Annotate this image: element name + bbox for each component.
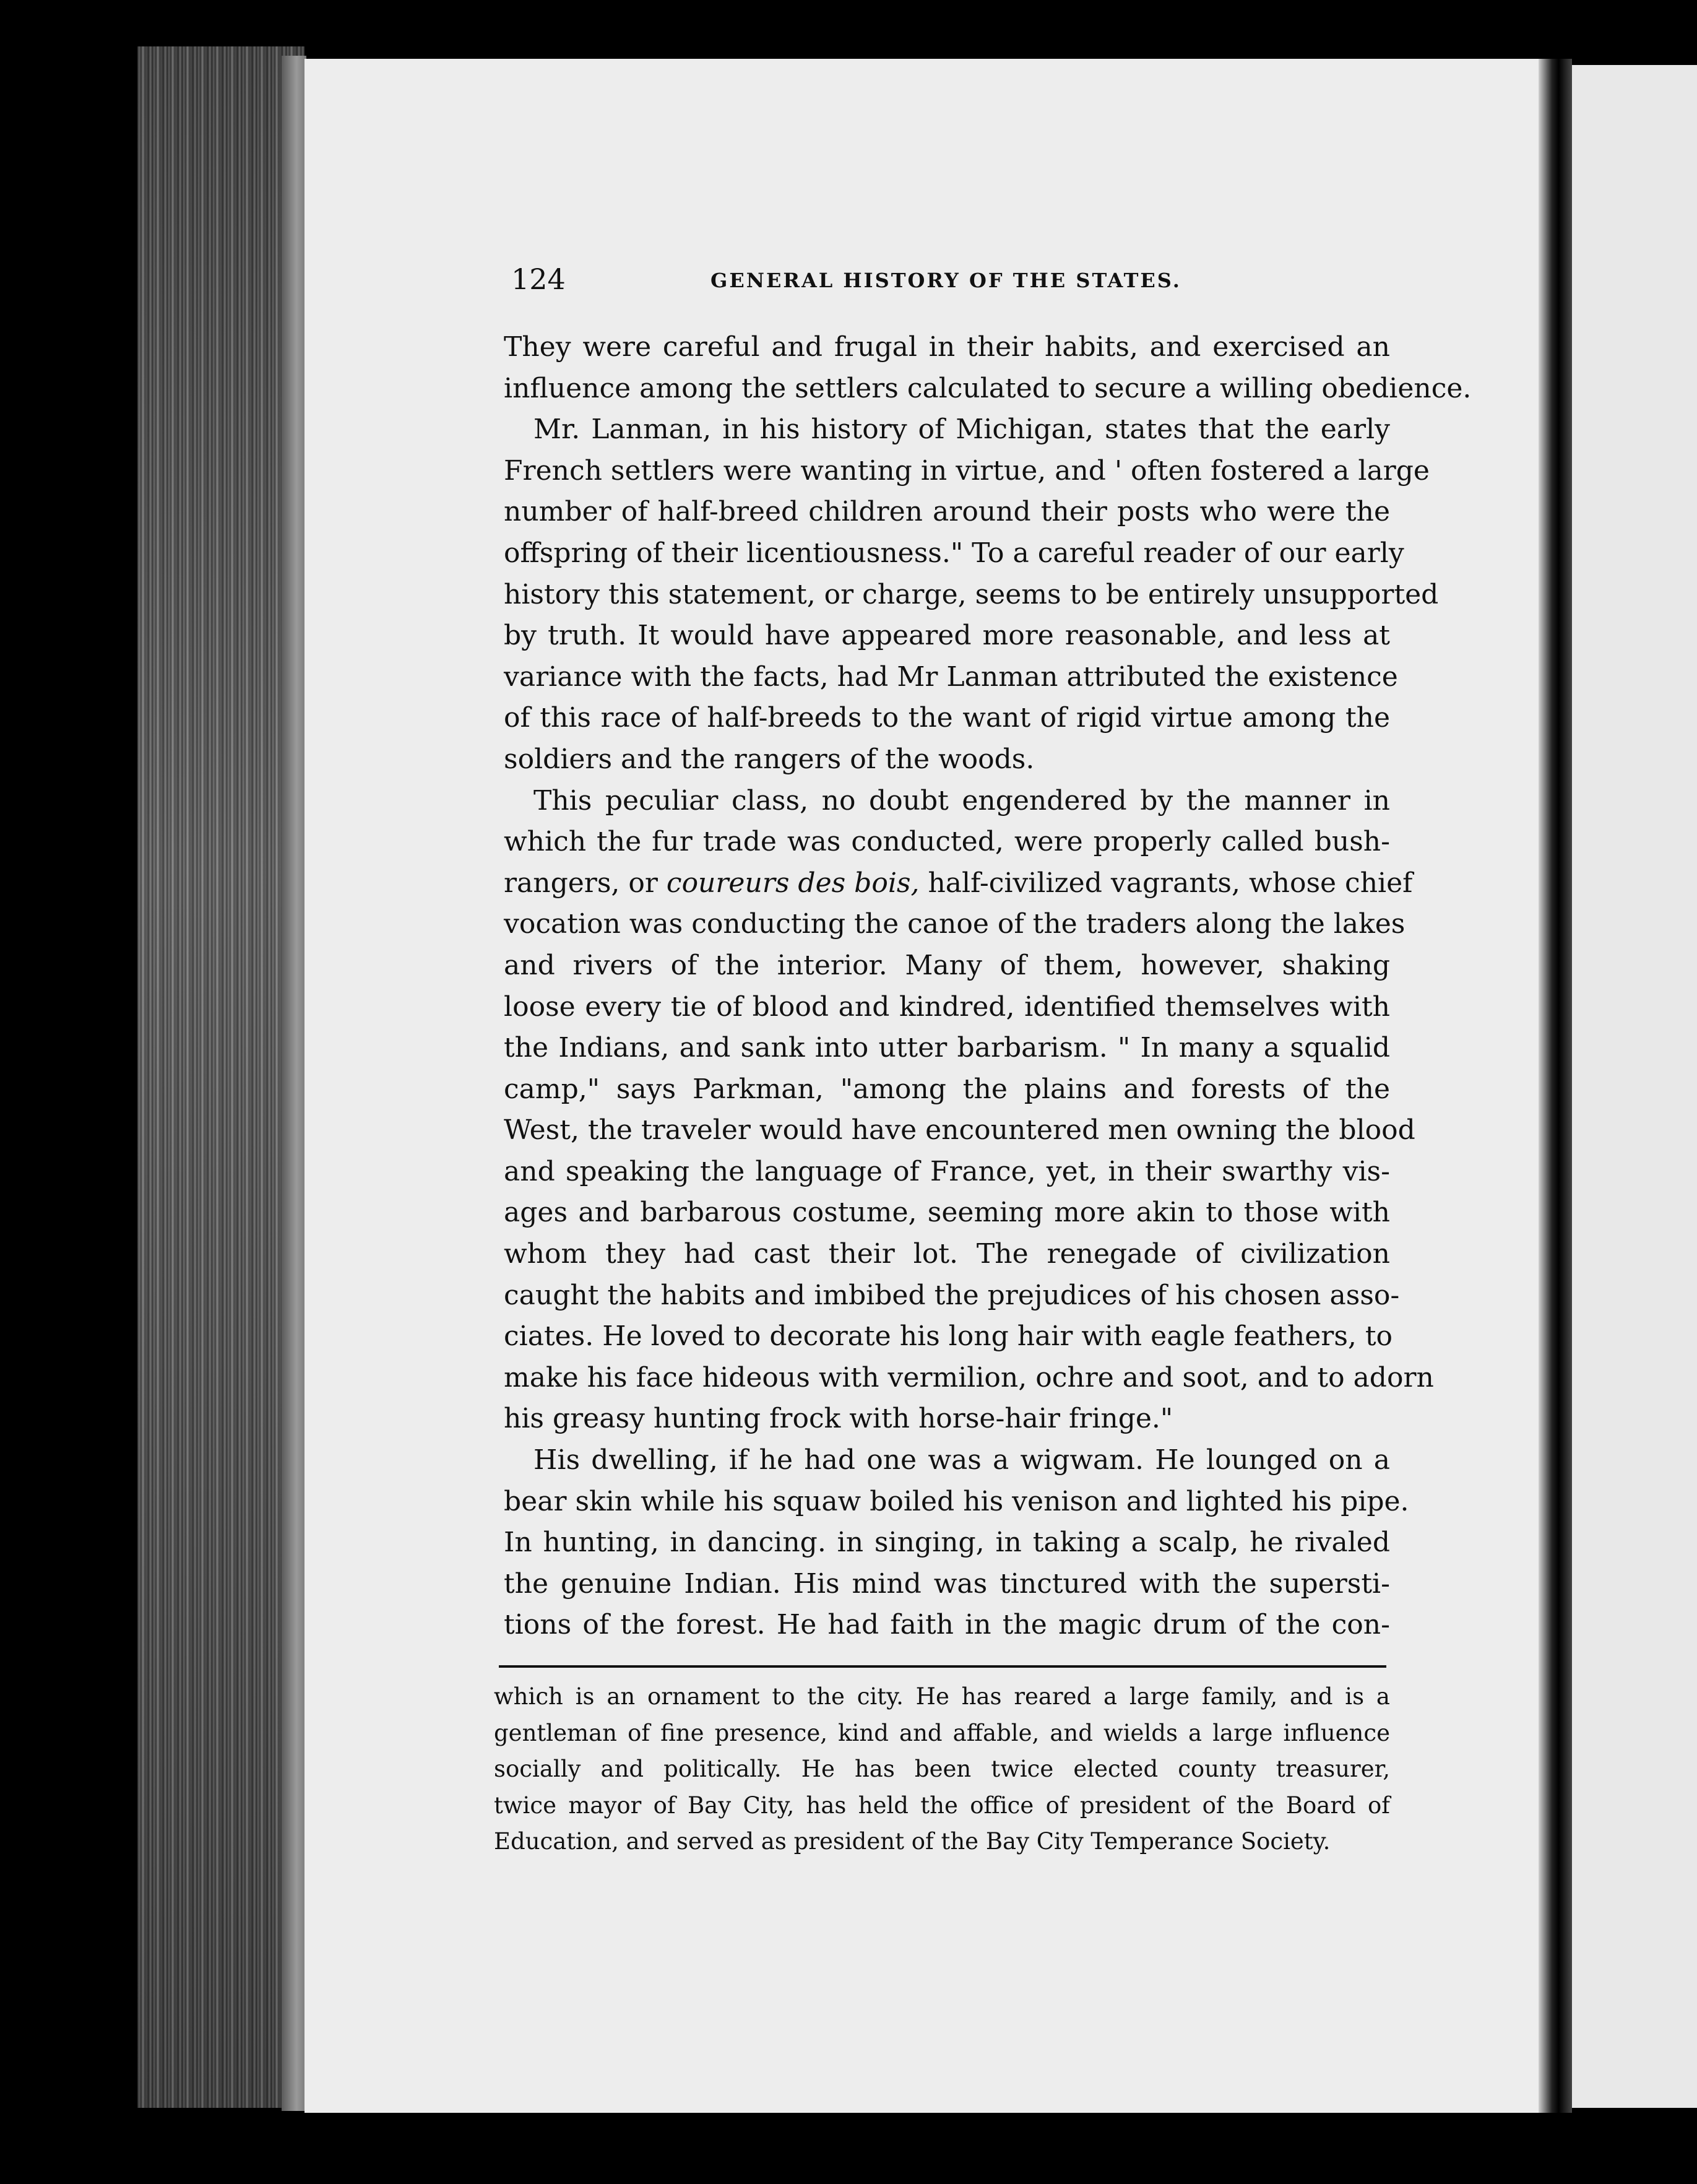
footnote-line: Education, and served as president of the Bay City Temperance Society. — [494, 1828, 1331, 1855]
text-line: history this statement, or charge, seems to be entirely unsupported — [504, 578, 1439, 610]
text-line: soldiers and the rangers of the woods. — [504, 743, 1035, 775]
footnote-line: which is an ornament to the city. He has reared a large family, and is a — [494, 1683, 1390, 1710]
text-line: number of half-breed children around their posts who were the — [504, 496, 1390, 528]
text-line: the Indians, and sank into utter barbarism. " In many a squalid — [504, 1032, 1390, 1064]
text-line: This peculiar class, no doubt engendered by the manner in — [533, 784, 1390, 817]
text-line: Mr. Lanman, in his history of Michigan, states that the early — [533, 414, 1390, 446]
page-number: 124 — [511, 262, 566, 296]
text-line: ciates. He loved to decorate his long hair with eagle feathers, to — [504, 1320, 1393, 1353]
footnote-line: twice mayor of Bay City, has held the office of president of the Board of — [494, 1792, 1390, 1819]
footnote-line: gentleman of fine presence, kind and affable, and wields a large influence — [494, 1719, 1390, 1746]
footnote-line: socially and politically. He has been twice elected county treasurer, — [494, 1756, 1390, 1782]
page-edges-shading — [137, 46, 304, 2108]
text-line: and rivers of the interior. Many of them, however, shaking — [504, 949, 1390, 981]
text-line: French settlers were wanting in virtue, and ' often fostered a large — [504, 454, 1430, 487]
text-line: whom they had cast their lot. The renegade of civilization — [504, 1238, 1390, 1270]
page-edge-inner — [282, 56, 306, 2111]
text-line: his greasy hunting frock with horse-hair fringe." — [504, 1403, 1173, 1435]
text-line: camp," says Parkman, "among the plains and forests of the — [504, 1073, 1390, 1105]
page-header — [511, 262, 1384, 300]
text-line: make his face hideous with vermilion, ochre and soot, and to adorn — [504, 1361, 1434, 1393]
text-line: of this race of half-breeds to the want of rigid virtue among the — [504, 702, 1390, 734]
text-line: His dwelling, if he had one was a wigwam. He lounged on a — [533, 1444, 1390, 1476]
running-head: GENERAL HISTORY OF THE STATES. — [710, 269, 1181, 292]
text-line: which the fur trade was conducted, were properly called bush- — [504, 826, 1390, 858]
footnote-rule — [499, 1665, 1386, 1668]
text-line: They were careful and frugal in their habits, and exercised an — [504, 331, 1390, 363]
next-page-sliver — [1572, 65, 1697, 2108]
text-line: loose every tie of blood and kindred, identified themselves with — [504, 990, 1390, 1023]
text-line: bear skin while his squaw boiled his venison and lighted his pipe. — [504, 1485, 1409, 1517]
text-line: variance with the facts, had Mr Lanman attributed the existence — [504, 661, 1398, 693]
text-line: ages and barbarous costume, seeming more akin to those with — [504, 1197, 1390, 1229]
text-line: caught the habits and imbibed the prejudices of his chosen asso- — [504, 1279, 1400, 1311]
text-line: In hunting, in dancing. in singing, in taking a scalp, he rivaled — [504, 1527, 1390, 1559]
text-line: West, the traveler would have encountered men owning the blood — [504, 1114, 1415, 1146]
text-line: offspring of their licentiousness." To a careful reader of our early — [504, 537, 1404, 569]
text-segment: half-civilized vagrants, whose chief — [928, 867, 1413, 899]
italic-phrase: coureurs des bois, — [666, 867, 920, 899]
body-text — [504, 327, 1472, 1646]
text-line: influence among the settlers calculated to secure a willing obedience. — [504, 372, 1472, 404]
text-line: by truth. It would have appeared more reasonable, and less at — [504, 620, 1390, 652]
text-line-italic — [504, 863, 1413, 904]
text-line: the genuine Indian. His mind was tinctured with the supersti- — [504, 1567, 1390, 1600]
book-gutter — [1539, 59, 1572, 2113]
text-line: tions of the forest. He had faith in the magic drum of the con- — [504, 1609, 1390, 1641]
text-segment: rangers, or — [504, 867, 658, 899]
footnote — [494, 1679, 1390, 1860]
text-line: and speaking the language of France, yet, in their swarthy vis- — [504, 1155, 1390, 1187]
text-line: vocation was conducting the canoe of the traders along the lakes — [504, 908, 1406, 940]
